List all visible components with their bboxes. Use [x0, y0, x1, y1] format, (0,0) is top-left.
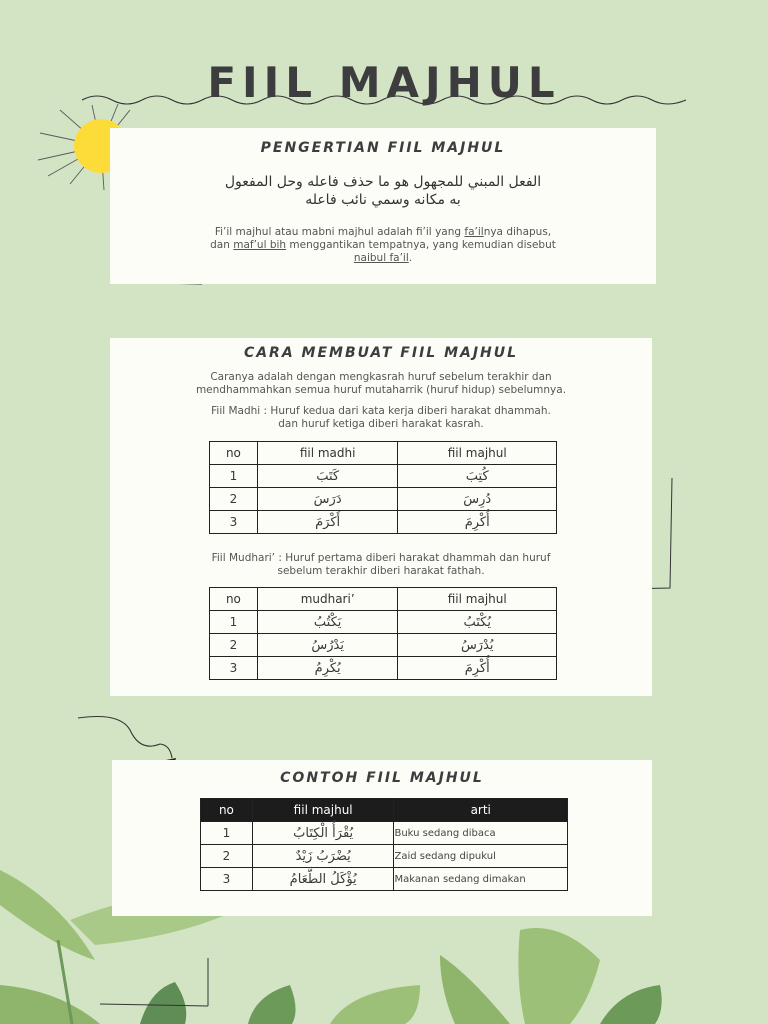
row-number: 1	[201, 822, 253, 845]
madhi-word: كَتَبَ	[257, 465, 398, 488]
meaning: Zaid sedang dipukul	[394, 845, 568, 868]
mudhari-word: يَدْرُسُ	[257, 634, 398, 657]
majhul-word: كُتِبَ	[398, 465, 557, 488]
column-header: no	[210, 442, 258, 465]
table-row	[210, 465, 557, 488]
mudhari-word: يَكْتُبُ	[257, 611, 398, 634]
table-row	[201, 822, 568, 845]
madhi-rule-line-1: Fiil Madhi : Huruf kedua dari kata kerja diberi harakat dhammah.	[211, 405, 551, 417]
meaning: Makanan sedang dimakan	[394, 868, 568, 891]
term-fail: fa’il	[464, 226, 484, 238]
majhul-word: أُكْرِمَ	[398, 511, 557, 534]
table-header-row	[210, 588, 557, 611]
mudhari-rule	[110, 552, 652, 578]
how-to-intro-line-2: mendhammahkan semua huruf mutaharrik (huruf hidup) sebelumnya.	[195, 384, 567, 396]
row-number: 2	[210, 634, 258, 657]
mudhari-rule-line-2: sebelum terakhir diberi harakat fathah.	[277, 565, 485, 577]
column-header: fiil majhul	[398, 442, 557, 465]
column-header: fiil majhul	[252, 799, 394, 822]
madhi-rule-line-2: dan huruf ketiga diberi harakat kasrah.	[278, 418, 484, 430]
row-number: 2	[210, 488, 258, 511]
definition-card	[110, 128, 656, 284]
how-to-intro	[110, 371, 652, 397]
table-row	[201, 868, 568, 891]
term-naibul-fail: naibul fa’il	[353, 252, 409, 264]
page-title: FIIL MAJHUL	[207, 58, 561, 107]
definition-text: dan	[210, 239, 234, 251]
table-row	[210, 657, 557, 680]
row-number: 3	[201, 868, 253, 891]
meaning: Buku sedang dibaca	[394, 822, 568, 845]
column-header: fiil majhul	[398, 588, 557, 611]
mudhari-rule-line-1: Fiil Mudhari’ : Huruf pertama diberi harakat dhammah dan huruf	[211, 552, 551, 564]
column-header: fiil madhi	[257, 442, 398, 465]
how-to-heading: CARA MEMBUAT FIIL MAJHUL	[243, 345, 519, 361]
definition-text: menggantikan tempatnya, yang kemudian disebut	[286, 239, 556, 251]
majhul-sentence: يُضْرَبُ زَيْدٌ	[252, 845, 394, 868]
majhul-sentence: يُقْرَأُ الْكِتَابُ	[252, 822, 394, 845]
definition-text: nya dihapus,	[483, 226, 552, 238]
mudhari-table	[209, 587, 557, 680]
definition-text: Fi’il majhul atau mabni majhul adalah fi’il yang	[214, 226, 465, 238]
row-number: 1	[210, 465, 258, 488]
definition-heading: PENGERTIAN FIIL MAJHUL	[260, 140, 506, 156]
row-number: 3	[210, 511, 258, 534]
majhul-word: دُرِسَ	[398, 488, 557, 511]
example-heading: CONTOH FIIL MAJHUL	[280, 770, 484, 786]
majhul-word: يُكْتَبُ	[398, 611, 557, 634]
madhi-rule	[110, 405, 652, 431]
term-maful-bih: maf’ul bih	[233, 239, 287, 251]
table-row	[210, 488, 557, 511]
column-header: no	[210, 588, 258, 611]
row-number: 2	[201, 845, 253, 868]
madhi-word: دَرَسَ	[257, 488, 398, 511]
curved-arrow	[78, 717, 172, 759]
table-row	[210, 511, 557, 534]
majhul-sentence: يُؤْكَلُ الطَّعَامُ	[252, 868, 394, 891]
table-header-row	[201, 799, 568, 822]
definition-paragraph	[110, 226, 656, 265]
madhi-word: أَكْرَمَ	[257, 511, 398, 534]
definition-arabic-line-2: به مكانه وسمي نائب فاعله	[305, 192, 461, 208]
table-row	[210, 634, 557, 657]
column-header: no	[201, 799, 253, 822]
row-number: 3	[210, 657, 258, 680]
majhul-word: يُدْرَسُ	[398, 634, 557, 657]
definition-text: .	[408, 252, 413, 264]
example-table	[200, 798, 568, 891]
table-row	[201, 845, 568, 868]
madhi-table	[209, 441, 557, 534]
definition-arabic-line-1: الفعل المبني للمجهول هو ما حذف فاعله وحل المفعول	[224, 174, 542, 190]
table-row	[210, 611, 557, 634]
mudhari-word: يُكْرِمُ	[257, 657, 398, 680]
column-header: arti	[394, 799, 568, 822]
row-number: 1	[210, 611, 258, 634]
column-header: mudhari’	[257, 588, 398, 611]
table-header-row	[210, 442, 557, 465]
how-to-intro-line-1: Caranya adalah dengan mengkasrah huruf sebelum terakhir dan	[210, 371, 552, 383]
majhul-word: أُكْرِمَ	[398, 657, 557, 680]
